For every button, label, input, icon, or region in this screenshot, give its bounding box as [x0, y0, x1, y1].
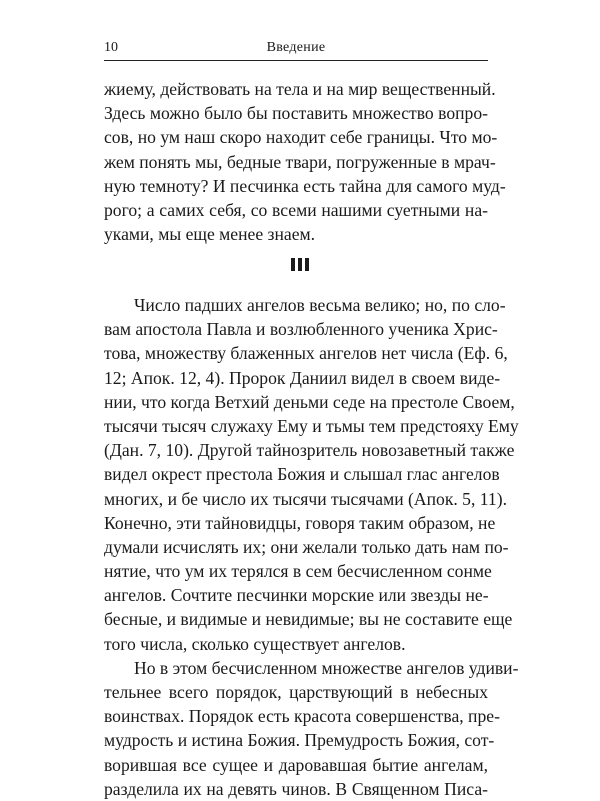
text-line: разделила их на девять чинов. В Священном Писа- — [104, 778, 488, 799]
section-separator-ornament — [0, 254, 600, 274]
ornament-bar — [298, 258, 302, 271]
text-line: Число падших ангелов весьма велико; но, по сло- — [134, 295, 506, 315]
text-line: думали исчислять их; они желали только дать нам по- — [104, 536, 509, 557]
ornament-bar — [305, 258, 309, 271]
text-line: мудрость и истина Божия. Премудрость Божия, сот- — [104, 730, 495, 751]
text-line: Конечно, эти тайновидцы, говоря таким образом, не — [104, 512, 496, 533]
text-line: тысячи тысяч служаху Ему и тьмы тем предстояху Ему — [104, 415, 519, 436]
section-body — [104, 293, 519, 801]
text-line: вам апостола Павла и возлюбленного ученика Хрис- — [104, 319, 498, 340]
text-line: воинствах. Порядок есть красота совершенства, пре- — [104, 706, 500, 727]
text-line: того числа, сколько существует ангелов. — [104, 633, 406, 654]
text-line: ангелов. Сочтите песчинки морские или звезды не- — [104, 585, 489, 606]
running-title: Введение — [266, 40, 326, 55]
text-line: сов, но ум наш скоро находит себе границы. Что мо- — [104, 127, 498, 148]
text-line: жем понять мы, бедные твари, погруженные в мрач- — [104, 151, 496, 172]
text-line: тельнее всего порядок, царствующий в небесных — [104, 682, 488, 702]
ornament-bar — [291, 258, 295, 271]
text-line: Но в этом бесчисленном множестве ангелов удиви- — [134, 657, 519, 678]
text-line: видел окрест престола Божия и слышал глас ангелов — [104, 464, 500, 485]
text-line: ворившая все сущее и даровавшая бытие ангелам, — [104, 754, 488, 775]
text-line: ную темноту? И песчинка есть тайна для самого муд- — [104, 175, 506, 196]
text-line: жиему, действовать на тела и на мир вещественный. — [104, 79, 496, 99]
text-line: Здесь можно было бы поставить множество вопро- — [104, 103, 488, 124]
text-line: бесные, и видимые и невидимые; вы не составите еще — [104, 609, 513, 630]
text-line: (Дан. 7, 10). Другой тайнозритель новозаветный также — [104, 440, 515, 461]
page-number: 10 — [104, 40, 118, 55]
text-line: рого; а самих себя, со всеми нашими суетными на- — [104, 199, 488, 220]
text-line: многих, и бе число их тысячи тысячами (Апок. 5, 11). — [104, 488, 507, 509]
paragraph-continuation — [104, 77, 506, 246]
text-line: нии, что когда Ветхий деньми седе на престоле Своем, — [104, 391, 515, 412]
text-line: нятие, что ум их терялся в сем бесчисленном сонме — [104, 561, 492, 582]
page-header — [104, 38, 488, 61]
text-line: 12; Апок. 12, 4). Пророк Даниил видел в своем виде- — [104, 367, 501, 388]
text-line: уками, мы еще менее знаем. — [104, 224, 316, 245]
text-line: това, множеству блаженных ангелов нет числа (Еф. 6, — [104, 343, 508, 364]
